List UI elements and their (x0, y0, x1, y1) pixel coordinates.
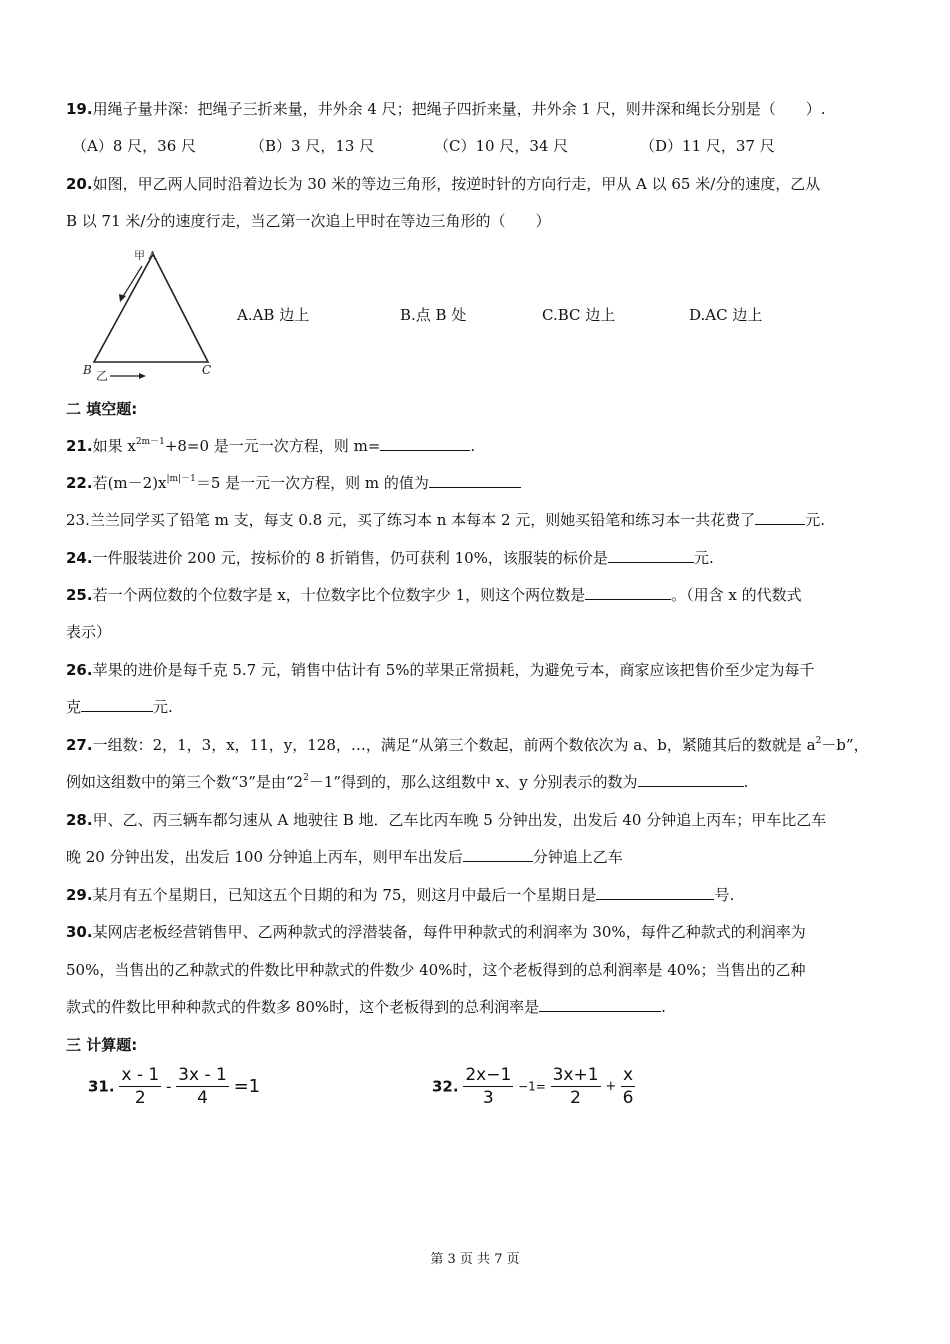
q27-exponent-1: 2 (815, 736, 822, 746)
q31-number: 31. (88, 1077, 115, 1096)
q28-text-line1: 甲、乙、丙三辆车都匀速从 A 地驶往 B 地．乙车比丙车晚 5 分钟出发，出发后 40 分钟追上丙车；甲车比乙车 (92, 811, 827, 829)
q27-text-line2-pre: 例如这组数中的第三个数“3”是由“2 (66, 773, 304, 791)
q21-text-pre: 如果 x (92, 437, 136, 455)
q27-text-line2-end: . (743, 773, 749, 791)
q20-triangle-figure (78, 248, 218, 384)
q32-f3-denominator: 6 (622, 1088, 634, 1108)
q27-text-line1-post: －b”， (821, 736, 869, 754)
q26-stem-line1 (66, 660, 815, 680)
q22-text-pre: 若(m－2)x (92, 474, 167, 492)
q21-text-end: . (470, 437, 476, 455)
q26-text-line2-pre: 克 (66, 698, 82, 716)
q26-stem-line2 (66, 697, 173, 717)
q25-text-end: 。（用含 x 的代数式 (671, 586, 802, 604)
q22-answer-blank[interactable] (429, 473, 521, 488)
q20-stem-line2: B 以 71 米/分的速度行走，当乙第一次追上甲时在等边三角形的（ ） (66, 212, 551, 230)
q28-stem-line1 (66, 810, 826, 830)
equilateral-triangle (94, 254, 208, 362)
q23-text-end: 元. (805, 511, 826, 529)
q29-text: 某月有五个星期日，已知这五个日期的和为 75，则这月中最后一个星期日是 (92, 886, 597, 904)
q28-answer-blank[interactable] (463, 847, 533, 862)
q24-answer-blank[interactable] (608, 548, 694, 563)
q32-f3-numerator: x (623, 1065, 634, 1085)
q32-f2-numerator: 3x+1 (552, 1065, 599, 1085)
q31-equation (88, 1064, 260, 1109)
q32-fraction-2 (551, 1064, 601, 1109)
q24-text-end: 元. (693, 549, 714, 567)
q31-fraction-1 (119, 1064, 161, 1109)
q31-f1-numerator: x - 1 (121, 1065, 160, 1085)
page-footer: 第 3 页 共 7 页 (430, 1252, 520, 1267)
q27-stem-line1 (66, 735, 869, 755)
q30-text-line3-pre: 款式的件数比甲种种款式的件数多 80%时，这个老板得到的总利润率是 (66, 998, 540, 1016)
q23-answer-blank[interactable] (755, 510, 805, 525)
q22-number: 22. (66, 474, 93, 492)
q32-equation (432, 1064, 635, 1109)
q29-answer-blank[interactable] (596, 885, 714, 900)
q20-option-a: A.AB 边上 (237, 306, 310, 324)
q20-option-c: C.BC 边上 (542, 306, 616, 324)
q21-stem (66, 436, 475, 456)
q19-text: 用绳子量井深：把绳子三折来量，井外余 4 尺；把绳子四折来量，井外余 1 尺，则井深和绳长分别是（ ）. (92, 100, 826, 118)
q25-answer-blank[interactable] (585, 585, 671, 600)
q19-option-a: （A）8 尺，36 尺 (72, 137, 196, 155)
q29-number: 29. (66, 886, 93, 904)
q32-fraction-1 (463, 1064, 513, 1109)
q24-stem (66, 548, 714, 568)
q22-stem (66, 473, 521, 493)
q22-text-post: ＝5 是一元一次方程，则 m 的值为 (195, 474, 429, 492)
q20-text-line1: 如图，甲乙两人同时沿着边长为 30 米的等边三角形，按逆时针的方向行走，甲从 A 以 65 米/分的速度，乙从 (92, 175, 821, 193)
q25-text: 若一个两位数的个位数字是 x，十位数字比个位数字少 1，则这个两位数是 (92, 586, 586, 604)
q24-text: 一件服装进价 200 元，按标价的 8 折销售，仍可获利 10%，该服装的标价是 (92, 549, 608, 567)
q26-text-line2-end: 元. (153, 698, 173, 716)
q30-answer-blank[interactable] (539, 997, 661, 1012)
q30-stem-line1 (66, 922, 806, 942)
q28-text-line2-end: 分钟追上乙车 (532, 848, 623, 866)
q21-exponent: 2m－1 (135, 437, 165, 447)
q32-middle-term: −1= (518, 1079, 546, 1094)
q23-text: 23.兰兰同学买了铅笔 m 支，每支 0.8 元，买了练习本 n 本每本 2 元，则她买铅笔和练习本一共花费了 (66, 511, 756, 529)
q19-number: 19. (66, 100, 93, 118)
q19-option-c: （C）10 尺，34 尺 (434, 137, 569, 155)
q31-rhs: =1 (233, 1076, 261, 1097)
q27-text-line2-post: －1”得到的，那么这组数中 x、y 分别表示的数为 (308, 773, 638, 791)
q30-number: 30. (66, 923, 93, 941)
arrow-yi-head (139, 373, 146, 379)
q24-number: 24. (66, 549, 93, 567)
q27-text-line1-pre: 一组数：2，1，3，x，11，y，128，…，满足“从第三个数起，前两个数依次为 a、b，紧随其后的数就是 a (92, 736, 816, 754)
q20-option-b: B.点 B 处 (400, 306, 467, 324)
q28-stem-line2 (66, 847, 623, 867)
q30-stem-line3 (66, 997, 666, 1017)
q25-stem-line2: 表示） (66, 623, 112, 641)
q27-number: 27. (66, 736, 93, 754)
q27-exponent-2: 2 (303, 773, 309, 783)
q20-stem-line1 (66, 174, 820, 194)
q29-stem (66, 885, 734, 905)
q20-option-d: D.AC 边上 (689, 306, 763, 324)
q29-text-end: 号. (714, 886, 735, 904)
figure-label-yi: 乙 (96, 369, 109, 383)
q30-stem-line2: 50%，当售出的乙种款式的件数比甲种款式的件数少 40%时，这个老板得到的总利润率是 40%；当售出的乙种 (66, 961, 806, 979)
q21-text-post: +8=0 是一元一次方程，则 m= (164, 437, 381, 455)
q32-f2-denominator: 2 (570, 1088, 581, 1108)
q19-option-b: （B）3 尺，13 尺 (250, 137, 375, 155)
q25-stem (66, 585, 802, 605)
q31-fraction-2 (176, 1064, 229, 1109)
q28-number: 28. (66, 811, 93, 829)
q27-stem-line2 (66, 772, 748, 792)
q31-f1-denominator: 2 (134, 1088, 146, 1108)
q21-answer-blank[interactable] (380, 436, 470, 451)
q32-fraction-3 (621, 1064, 635, 1109)
q19-option-d: （D）11 尺，37 尺 (640, 137, 775, 155)
q20-number: 20. (66, 175, 93, 193)
q21-number: 21. (66, 437, 93, 455)
q31-operator: - (165, 1077, 172, 1096)
q26-number: 26. (66, 661, 93, 679)
figure-label-c: C (202, 363, 212, 377)
section-fill-in-title: 二 填空题: (66, 400, 138, 418)
q31-f2-denominator: 4 (197, 1088, 208, 1108)
q32-operator: + (605, 1079, 617, 1094)
q32-f1-numerator: 2x−1 (465, 1065, 512, 1085)
section-calculation-title: 三 计算题: (66, 1036, 138, 1054)
q26-answer-blank[interactable] (81, 697, 153, 712)
q26-text-line1: 苹果的进价是每千克 5.7 元，销售中估计有 5%的苹果正常损耗，为避免亏本，商家应该把售价至少定为每千 (92, 661, 815, 679)
figure-label-b: B (83, 363, 92, 377)
q23-stem (66, 510, 825, 530)
q32-number: 32. (432, 1077, 459, 1096)
figure-label-top: 甲 A (134, 249, 157, 262)
q28-text-line2-pre: 晚 20 分钟出发，出发后 100 分钟追上丙车，则甲车出发后 (66, 848, 463, 866)
q32-f1-denominator: 3 (482, 1088, 494, 1108)
q30-text-line3-end: . (661, 998, 666, 1016)
q31-f2-numerator: 3x - 1 (178, 1065, 227, 1085)
q25-number: 25. (66, 586, 93, 604)
q22-exponent: |m|－1 (166, 474, 196, 484)
q19-stem (66, 99, 826, 119)
arrow-jia-head (119, 294, 126, 302)
q30-text-line1: 某网店老板经营销售甲、乙两种款式的浮潜装备，每件甲种款式的利润率为 30%，每件乙种款式的利润率为 (92, 923, 806, 941)
q27-answer-blank[interactable] (638, 772, 744, 787)
